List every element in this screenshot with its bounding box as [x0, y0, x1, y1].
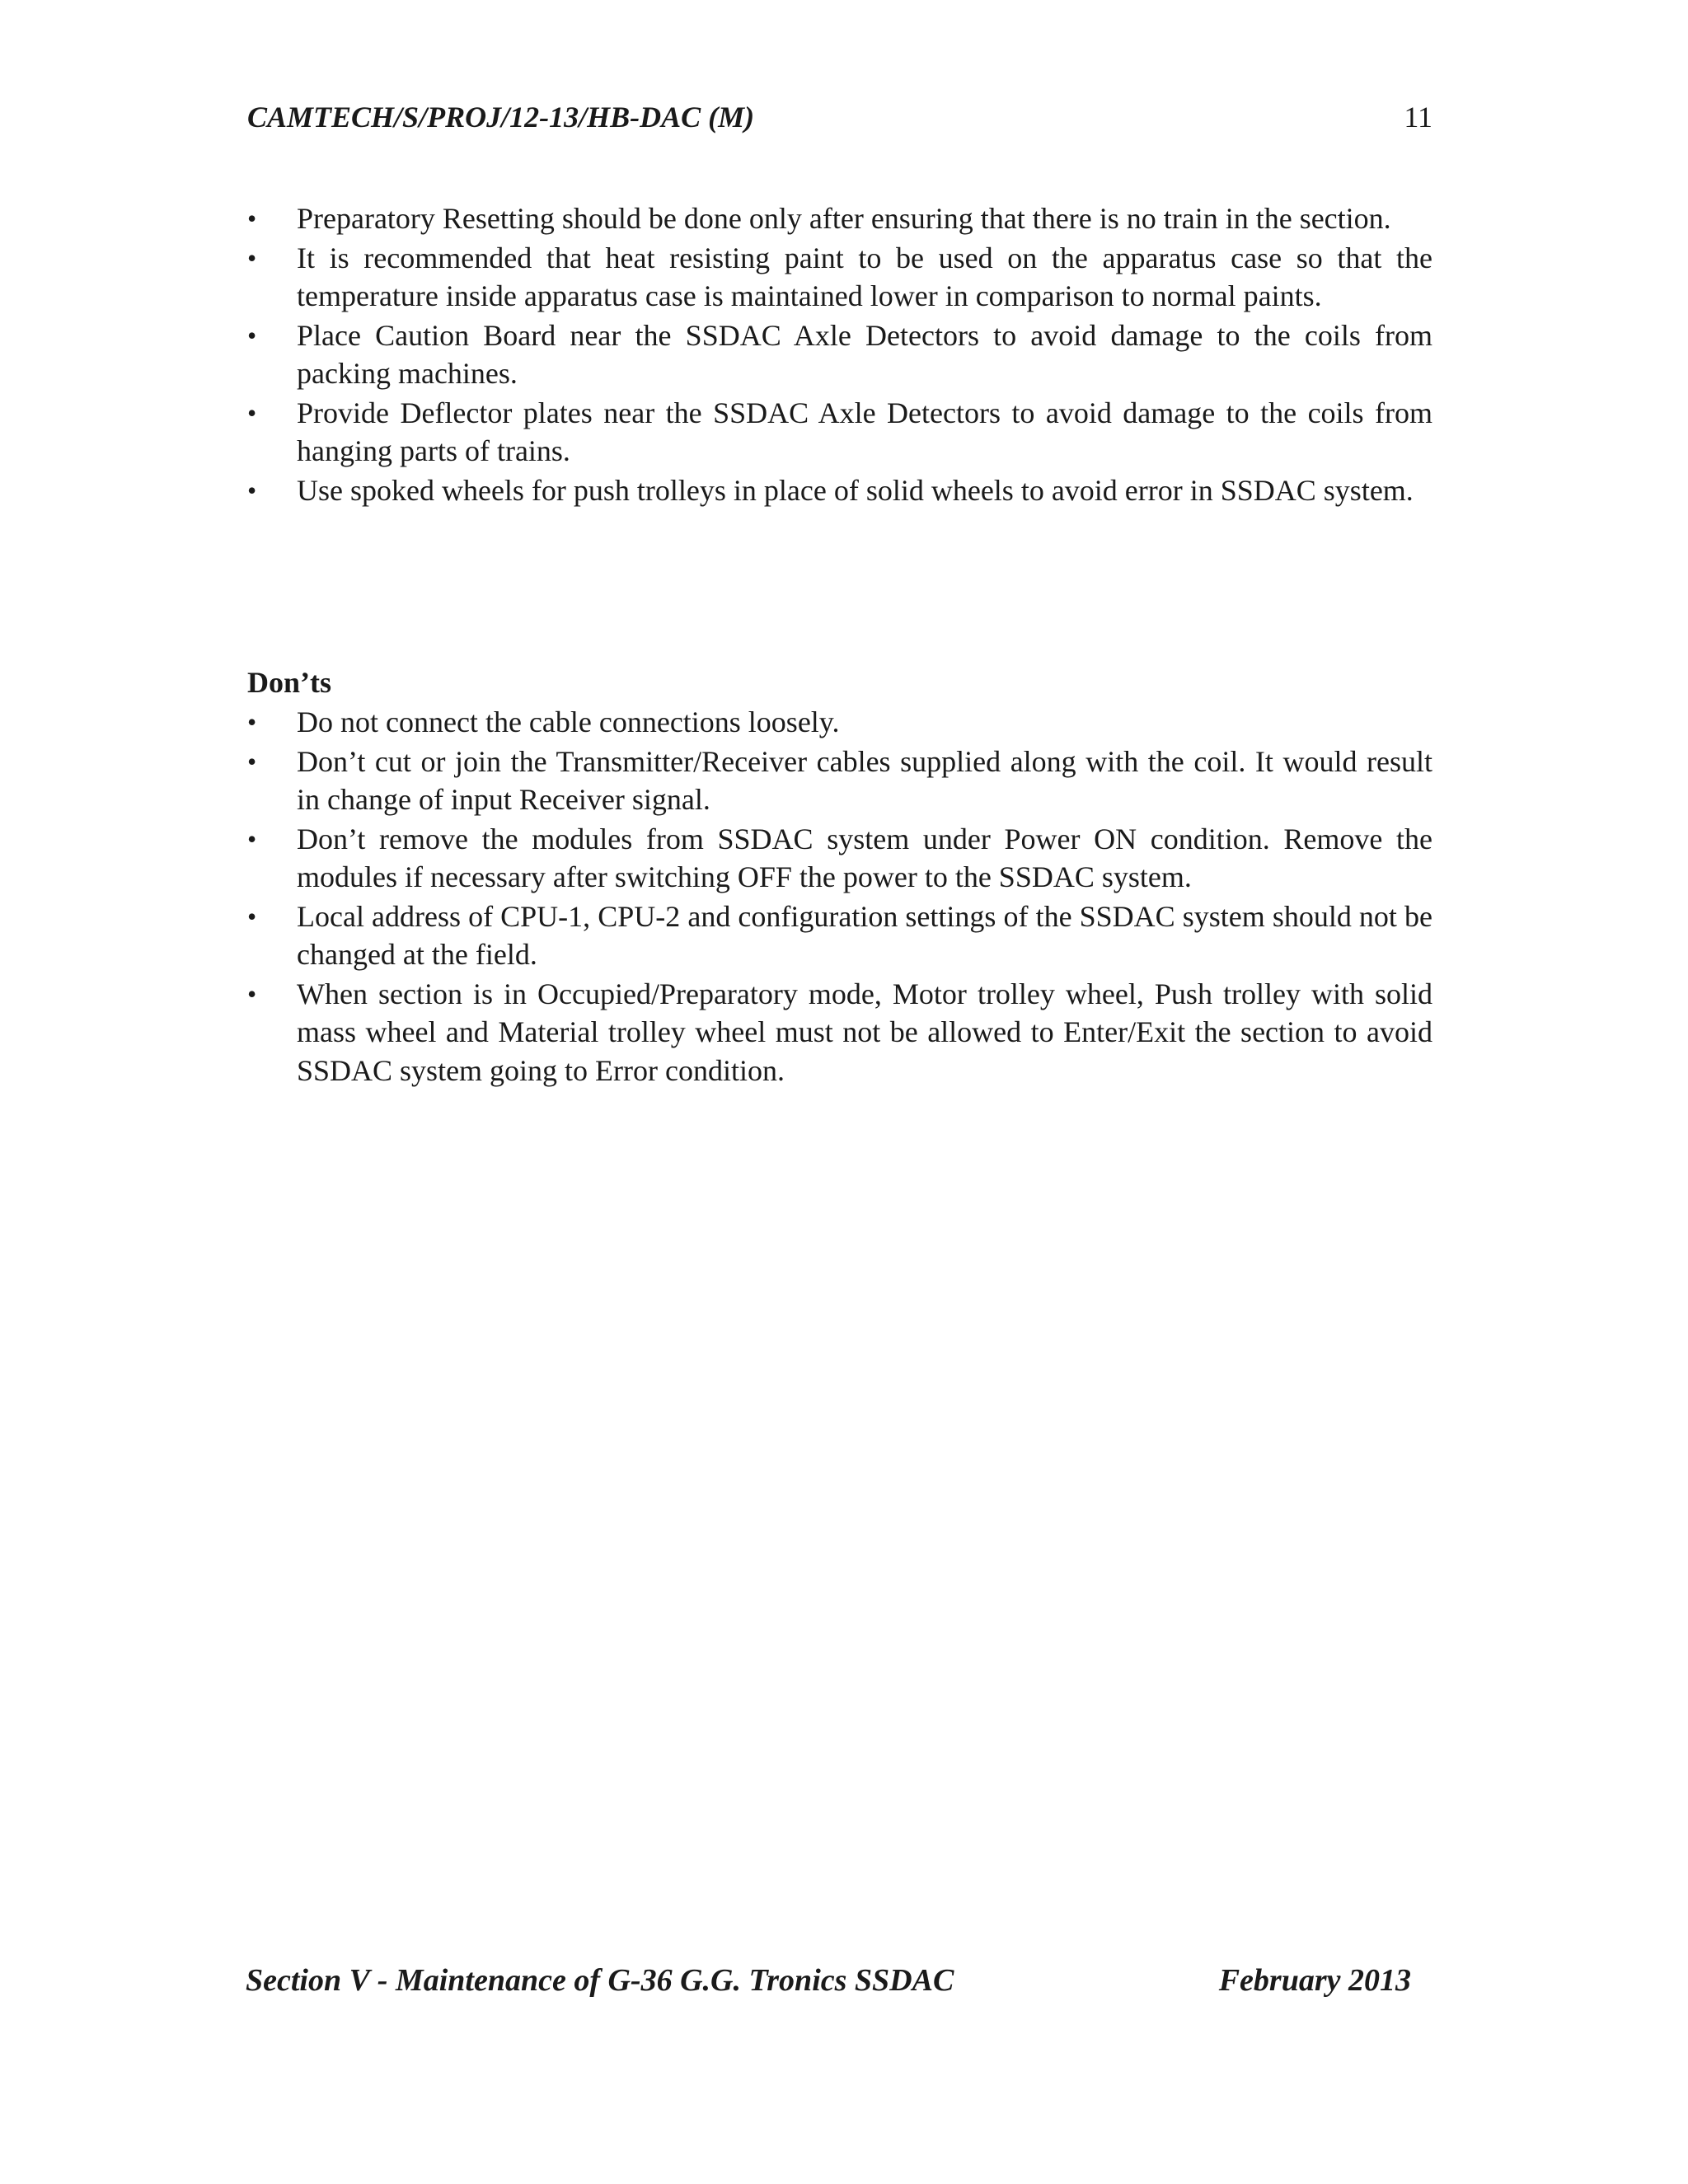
bullet-icon: •	[247, 823, 257, 854]
list-item-text: Don’t cut or join the Transmitter/Receiver cables supplied along with the coil. It would result in change of input Receiver signal.	[297, 744, 1432, 816]
list-item-text: Local address of CPU-1, CPU-2 and configuration settings of the SSDAC system should not be changed at the field.	[297, 899, 1432, 971]
donts-list	[247, 703, 1432, 1090]
list-item-text: Don’t remove the modules from SSDAC system under Power ON condition. Remove the modules if necessary after switching OFF the power to the SSDAC system.	[297, 822, 1432, 893]
bullet-icon: •	[247, 397, 257, 428]
donts-heading: Don’ts	[247, 666, 332, 699]
list-item	[247, 316, 1432, 393]
bullet-icon: •	[247, 242, 257, 273]
bullet-icon: •	[247, 901, 257, 931]
document-id: CAMTECH/S/PROJ/12-13/HB-DAC (M)	[247, 101, 755, 134]
footer-date: February 2013	[1218, 1963, 1411, 1998]
bullet-icon: •	[247, 204, 257, 233]
list-item	[247, 703, 1432, 742]
list-item	[247, 394, 1432, 471]
list-item	[247, 743, 1432, 819]
list-item	[247, 820, 1432, 897]
dos-list	[247, 199, 1432, 510]
bullet-icon: •	[247, 475, 257, 505]
list-item	[247, 898, 1432, 974]
list-item-text: Do not connect the cable connections loosely.	[297, 705, 840, 738]
list-item	[247, 471, 1432, 510]
list-item	[247, 199, 1432, 238]
list-item-text: Place Caution Board near the SSDAC Axle Detectors to avoid damage to the coils from packing machines.	[297, 318, 1432, 390]
list-item-text: It is recommended that heat resisting paint to be used on the apparatus case so that the temperature inside apparatus case is maintained lower in comparison to normal paints.	[297, 241, 1432, 312]
list-item-text: Use spoked wheels for push trolleys in place of solid wheels to avoid error in SSDAC system.	[297, 473, 1414, 507]
list-item-text: Preparatory Resetting should be done only after ensuring that there is no train in the section.	[297, 202, 1391, 235]
footer-section-title: Section V - Maintenance of G-36 G.G. Tronics SSDAC	[246, 1963, 954, 1998]
list-item	[247, 239, 1432, 316]
list-item	[247, 975, 1432, 1090]
bullet-icon: •	[247, 320, 257, 350]
list-item-text: When section is in Occupied/Preparatory mode, Motor trolley wheel, Push trolley with solid mass wheel and Material trolley wheel must not be allowed to Enter/Exit the section to avoid SSDAC system going to Error condition.	[297, 977, 1432, 1087]
bullet-icon: •	[247, 978, 257, 1009]
list-item-text: Provide Deflector plates near the SSDAC Axle Detectors to avoid damage to the coils from hanging parts of trains.	[297, 396, 1432, 467]
page-number: 11	[1404, 101, 1432, 134]
bullet-icon: •	[247, 707, 257, 737]
bullet-icon: •	[247, 746, 257, 776]
